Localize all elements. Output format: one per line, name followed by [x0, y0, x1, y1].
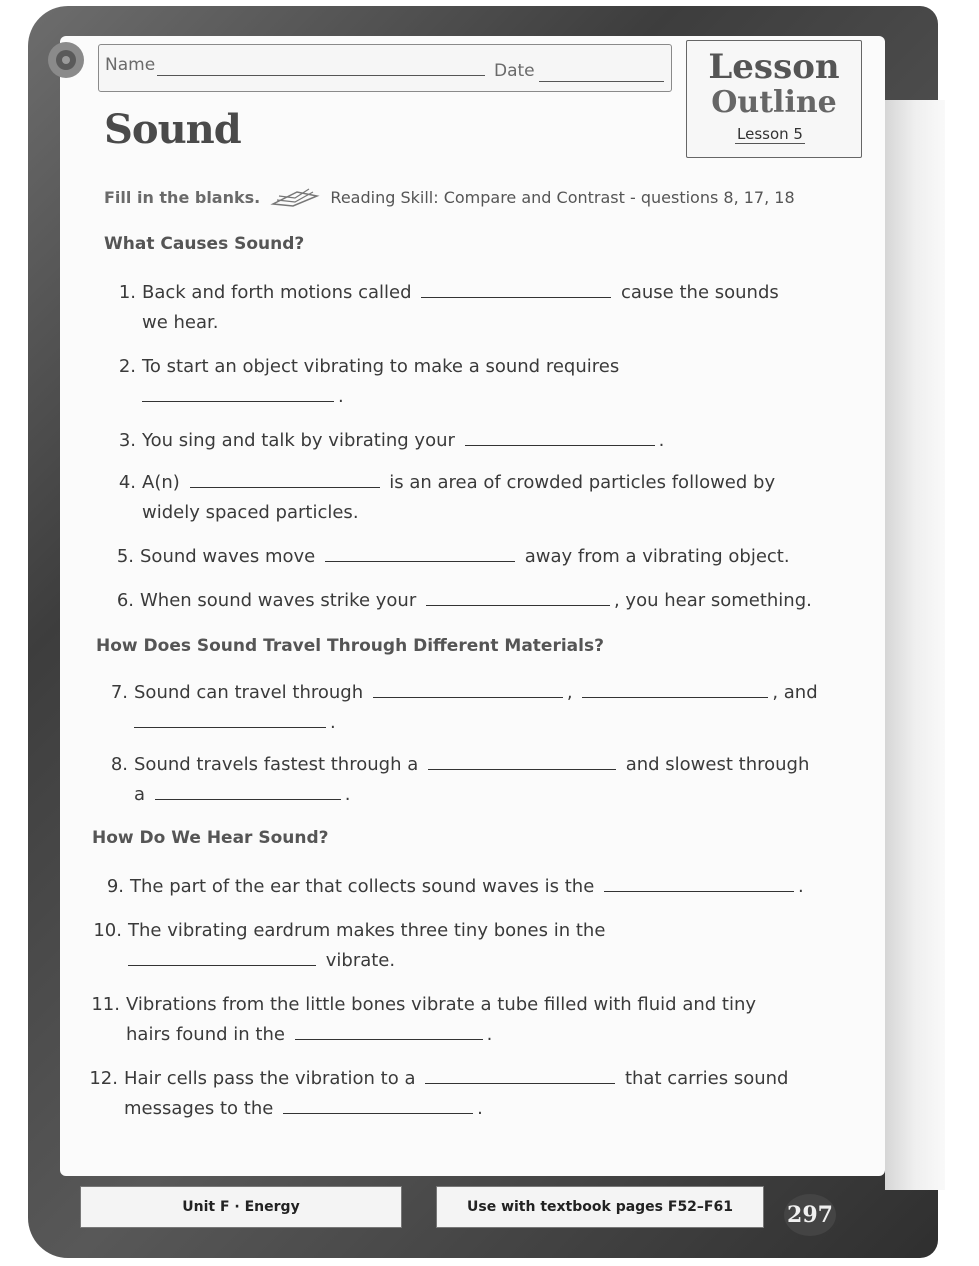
answer-blank[interactable] — [142, 389, 334, 402]
answer-blank[interactable] — [128, 953, 316, 966]
answer-blank[interactable] — [190, 475, 380, 488]
answer-blank[interactable] — [283, 1101, 473, 1114]
question-12: 12. Hair cells pass the vibration to a that carries sound messages to the . — [89, 1068, 789, 1119]
question-4: 4. A(n) is an area of crowded particles followed by widely spaced particles. — [118, 472, 776, 523]
speaker-icon — [44, 30, 94, 90]
answer-blank[interactable] — [373, 685, 563, 698]
question-5: 5. Sound waves move away from a vibrating object. — [116, 546, 790, 567]
question-10: 10. The vibrating eardrum makes three tiny bones in the vibrate. — [93, 920, 606, 971]
outline-line1: Lesson — [708, 47, 840, 87]
name-label: Name — [105, 55, 156, 75]
answer-blank[interactable] — [155, 787, 341, 800]
date-label: Date — [494, 61, 535, 81]
question-9: 9. The part of the ear that collects sound waves is the . — [106, 876, 804, 897]
page-edge — [885, 100, 945, 1190]
lesson-label: Lesson 5 — [737, 125, 803, 143]
fill-label: Fill in the blanks. — [104, 188, 261, 207]
answer-blank[interactable] — [604, 879, 794, 892]
question-7: 7. Sound can travel through , , and . — [110, 682, 818, 733]
outline-line2: Outline — [711, 85, 837, 120]
page-title: Sound — [104, 106, 241, 153]
answer-blank[interactable] — [426, 593, 610, 606]
question-8: 8. Sound travels fastest through a and slowest through a . — [110, 754, 810, 805]
name-date-bar — [98, 44, 672, 92]
instructions — [104, 186, 795, 208]
page-number: 297 — [784, 1194, 836, 1236]
answer-blank[interactable] — [465, 433, 655, 446]
footer-unit: Unit F · Energy — [80, 1186, 402, 1228]
question-3: 3. You sing and talk by vibrating your . — [118, 430, 665, 451]
section-what-causes: What Causes Sound? — [104, 234, 305, 254]
name-field[interactable] — [157, 75, 485, 76]
book-icon — [269, 186, 321, 208]
answer-blank[interactable] — [428, 757, 616, 770]
question-2: 2. To start an object vibrating to make a sound requires . — [118, 356, 620, 407]
reading-skill: Reading Skill: Compare and Contrast - questions 8, 17, 18 — [330, 188, 795, 207]
question-1: 1. Back and forth motions called cause the sounds we hear. — [118, 282, 779, 333]
answer-blank[interactable] — [134, 715, 326, 728]
answer-blank[interactable] — [582, 685, 768, 698]
answer-blank[interactable] — [295, 1027, 483, 1040]
section-how-hear: How Do We Hear Sound? — [92, 828, 329, 848]
date-field[interactable] — [539, 81, 664, 82]
question-6: 6. When sound waves strike your , you hear something. — [116, 590, 812, 611]
section-how-travel: How Does Sound Travel Through Different Materials? — [96, 636, 604, 656]
question-11: 11. Vibrations from the little bones vibrate a tube filled with fluid and tiny hairs found in the . — [91, 994, 757, 1045]
answer-blank[interactable] — [421, 285, 611, 298]
lesson-outline-box — [686, 40, 862, 158]
answer-blank[interactable] — [425, 1071, 615, 1084]
footer-textbook: Use with textbook pages F52–F61 — [436, 1186, 764, 1228]
answer-blank[interactable] — [325, 549, 515, 562]
